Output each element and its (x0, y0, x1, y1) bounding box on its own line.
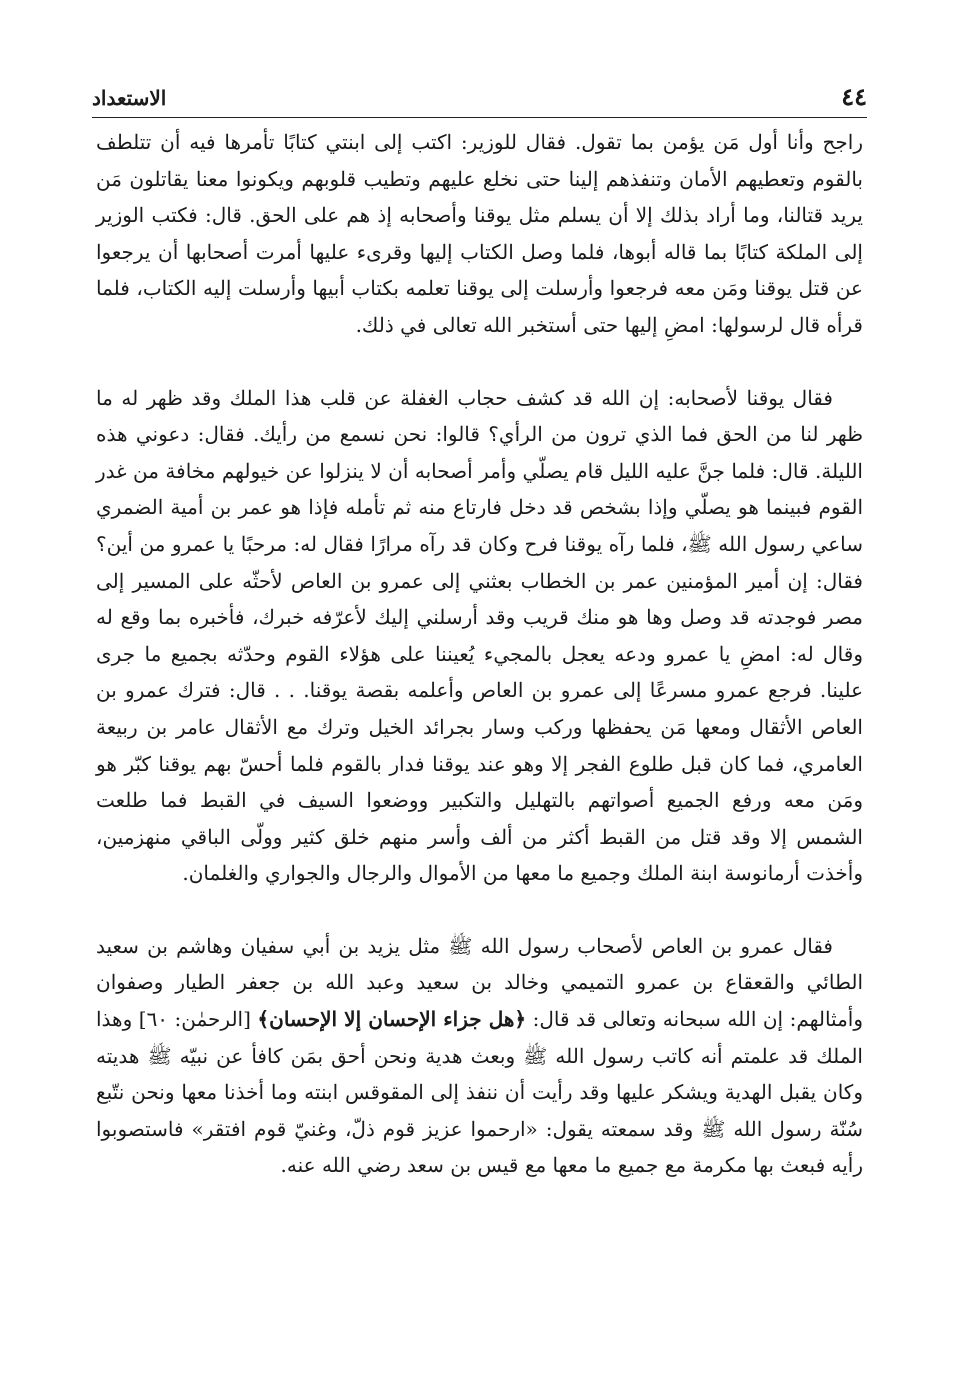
header-divider (92, 117, 867, 118)
paragraph-1: راجح وأنا أول مَن يؤمن بما تقول. فقال للوزير: اكتب إلى ابنتي كتابًا تأمرها فيه أن تتلطف بالقوم وتعطيهم الأمان وتنفذهم إلينا حتى نخلع عليهم وتطيب قلوبهم ويكونوا معنا يقاتلون مَن يريد قتالنا، وما أراد بذلك إلا أن يسلم مثل يوقنا وأصحابه إذ هم على الحق. قال: فكتب الوزير إلى الملكة كتابًا بما قاله أبوها، فلما وصل الكتاب إليها وقرىء عليها أمرت أصحابها أن يرجعوا عن قتل يوقنا ومَن معه فرجعوا وأرسلت إلى يوقنا تعلمه بكتاب أبيها وأرسلت إليه الكتاب، فلما قرأه قال لرسولها: امضِ إليها حتى أستخبر الله تعالى في ذلك. (96, 130, 863, 337)
page-header (92, 82, 867, 116)
page-body (96, 124, 863, 1184)
running-title: الاستعداد (92, 86, 167, 110)
paragraph-3-text-before: فقال عمرو بن العاص لأصحاب رسول الله ﷺ مثل يزيد بن أبي سفيان وهاشم بن سعيد الطائي والقعقاع بن عمرو التميمي وخالد بن سعيد وعبد الله بن جعفر الطيار وصفوان وأمثالهم: إن الله سبحانه وتعالى قد قال: (96, 933, 864, 1032)
paragraph-2: فقال يوقنا لأصحابه: إن الله قد كشف حجاب الغفلة عن قلب هذا الملك وقد ظهر له ما ظهر لنا من الحق فما الذي ترون من الرأي؟ قالوا: نحن نسمع من رأيك. فقال: دعوني هذه الليلة. قال: فلما جنَّ عليه الليل قام يصلّي وأمر أصحابه أن لا ينزلوا عن خيولهم مخافة من غدر القوم فبينما هو يصلّي وإذا بشخص قد دخل فارتاع منه ثم تأمله فإذا هو عمر بن أمية الضمري ساعي رسول الله ﷺ، فلما رآه يوقنا فرح وكان قد رآه مرارًا فقال له: مرحبًا يا عمرو من أين؟ فقال: إن أمير المؤمنين عمر بن الخطاب بعثني إلى عمرو بن العاص لأحثّه على المسير إلى مصر فوجدته قد وصل وها هو منك قريب وقد أرسلني إليك لأعرّفه خبرك، فأخبره بما وقع له وقال له: امضِ يا عمرو ودعه يعجل بالمجيء يُعيننا على هؤلاء القوم وحدّثه بجميع ما جرى علينا. فرجع عمرو مسرعًا إلى عمرو بن العاص وأعلمه بقصة يوقنا. . . قال: فترك عمرو بن العاص الأثقال ومعها مَن يحفظها وركب وسار بجرائد الخيل وترك مع الأثقال عامر بن ربيعة العامري، فما كان قبل طلوع الفجر إلا وهو عند يوقنا فدار بالقوم فلما أحسّ بهم يوقنا كبّر هو ومَن معه ورفع الجميع أصواتهم بالتهليل والتكبير ووضعوا السيف في القبط فما طلعت الشمس إلا وقد قتل من القبط أكثر من ألف وأسر منهم خلق كثير وولّى الباقي منهزمين، وأخذت أرمانوسة ابنة الملك وجميع ما معها من الأموال والرجال والجواري والغلمان. (96, 385, 863, 886)
quran-verse: ﴿هل جزاء الإحسان إلا الإحسان﴾ (257, 1007, 527, 1032)
page-number: ٤٤ (841, 82, 867, 111)
paragraph-3-text-after: [الرحمٰن: ٦٠] وهذا الملك قد علمتم أنه كاتب رسول الله ﷺ وبعث هدية ونحن أحق بمَن كافأ عن نبيّه ﷺ هديته وكان يقبل الهدية ويشكر عليها وقد رأيت أن ننفذ إلى المقوقس ابنته وما أخذنا معها ونحن نتّبع سُنّة رسول الله ﷺ وقد سمعته يقول: «ارحموا عزيز قوم ذلّ، وغنيّ قوم افتقر» فاستصوبوا رأيه فبعث بها مكرمة مع جميع ما معها مع قيس بن سعد رضي الله عنه. (96, 1007, 863, 1178)
paragraph-3 (96, 928, 863, 1184)
